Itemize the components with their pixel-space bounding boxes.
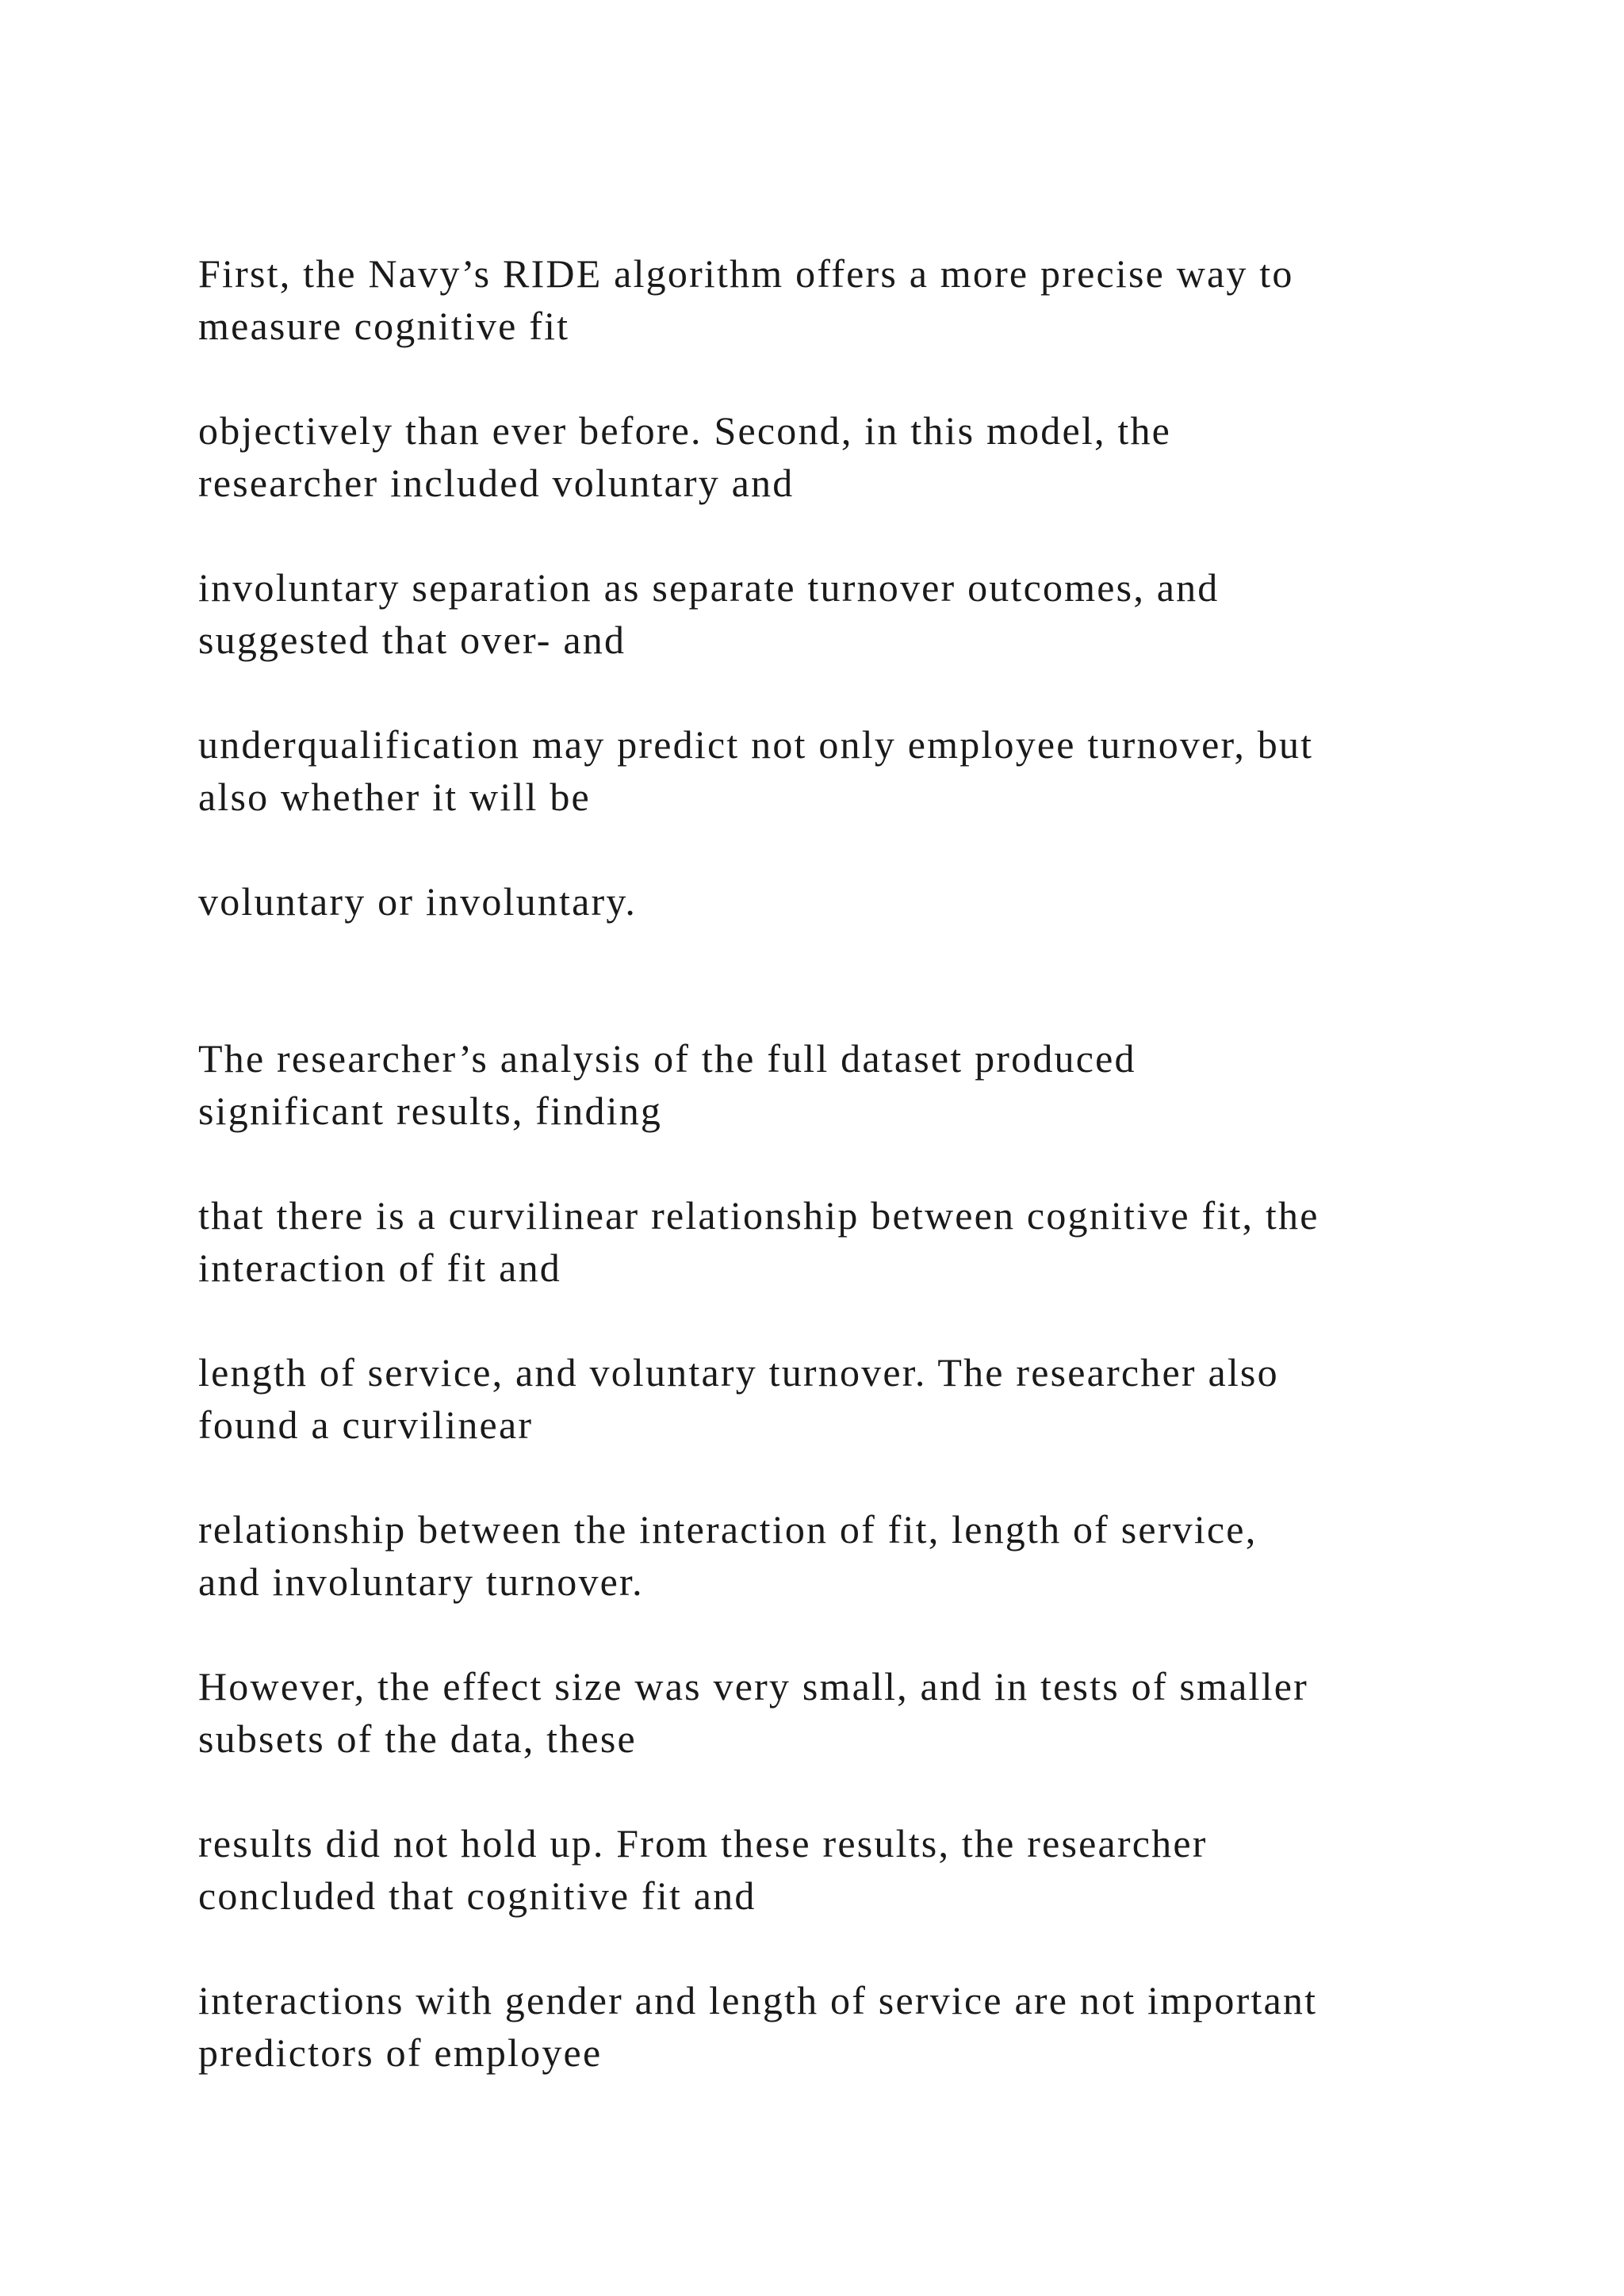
text-line: subsets of the data, these [198, 1716, 637, 1761]
text-line: measure cognitive fit [198, 304, 570, 348]
paragraph-8 [198, 1346, 1435, 1503]
paragraph-7 [198, 1189, 1435, 1346]
text-line: objectively than ever before. Second, in this model, the [198, 408, 1172, 453]
paragraph-1 [198, 247, 1435, 404]
paragraph-12 [198, 1974, 1435, 2131]
paragraph-3 [198, 561, 1435, 718]
text-line: interactions with gender and length of service are not important [198, 1978, 1318, 2022]
text-line: that there is a curvilinear relationship between cognitive fit, the [198, 1193, 1320, 1238]
body-text [198, 247, 1435, 2131]
text-line: researcher included voluntary and [198, 461, 795, 505]
text-line: First, the Navy’s RIDE algorithm offers a more precise way to [198, 251, 1294, 296]
text-line: suggested that over- and [198, 618, 626, 662]
text-line: also whether it will be [198, 775, 591, 819]
text-line: The researcher’s analysis of the full dataset produced [198, 1036, 1136, 1081]
text-line: found a curvilinear [198, 1402, 534, 1447]
text-line: relationship between the interaction of fit, length of service, [198, 1507, 1258, 1552]
text-line: predictors of employee [198, 2030, 603, 2075]
paragraph-4 [198, 718, 1435, 875]
text-line: concluded that cognitive fit and [198, 1873, 756, 1918]
text-line: results did not hold up. From these results, the researcher [198, 1821, 1208, 1866]
text-line: underqualification may predict not only employee turnover, but [198, 722, 1314, 767]
paragraph-10 [198, 1660, 1435, 1817]
text-line: significant results, finding [198, 1089, 663, 1133]
text-line: voluntary or involuntary. [198, 879, 638, 924]
paragraph-6 [198, 1032, 1435, 1189]
paragraph-11 [198, 1817, 1435, 1974]
paragraph-5 [198, 875, 1435, 1032]
text-line: However, the effect size was very small, and in tests of smaller [198, 1664, 1308, 1709]
text-line: and involuntary turnover. [198, 1559, 644, 1604]
paragraph-2 [198, 404, 1435, 561]
text-line: interaction of fit and [198, 1246, 561, 1290]
text-line: involuntary separation as separate turnover outcomes, and [198, 565, 1220, 610]
text-line: length of service, and voluntary turnover. The researcher also [198, 1350, 1279, 1395]
paragraph-9 [198, 1503, 1435, 1660]
